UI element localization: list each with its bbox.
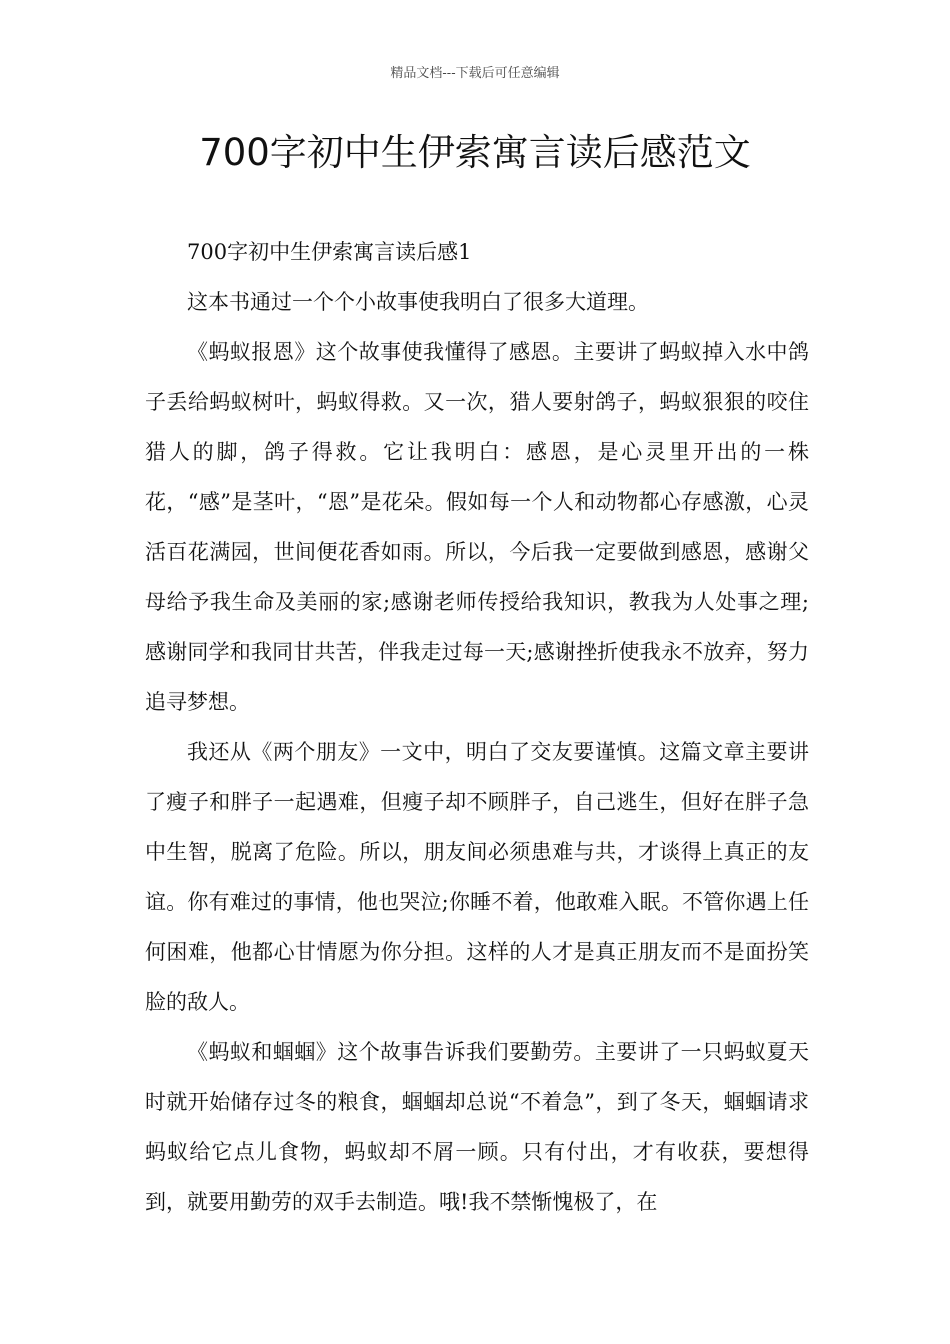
- paragraph: 《蚂蚁和蝈蝈》这个故事告诉我们要勤劳。主要讲了一只蚂蚁夏天时就开始储存过冬的粮食，蝈蝈却总说“不着急”，到了冬天，蝈蝈请求蚂蚁给它点儿食物，蚂蚁却不屑一顾。只有付出，才有收获，要想得到，就要用勤劳的双手去制造。哦!我不禁惭愧极了，在: [145, 1040, 809, 1214]
- paragraph: 《蚂蚁报恩》这个故事使我懂得了感恩。主要讲了蚂蚁掉入水中鸽子丢给蚂蚁树叶，蚂蚁得救。又一次，猎人要射鸽子，蚂蚁狠狠的咬住猎人的脚，鸽子得救。它让我明白：感恩，是心灵里开出的一株花，“感”是茎叶，“恩”是花朵。假如每一个人和动物都心存感激，心灵活百花满园，世间便花香如雨。所以，今后我一定要做到感恩，感谢父母给予我生命及美丽的家;感谢老师传授给我知识，教我为人处事之理;感谢同学和我同甘共苦，伴我走过每一天;感谢挫折使我永不放弃，努力追寻梦想。: [145, 340, 809, 714]
- document-body: [145, 227, 809, 1227]
- header-note: 精品文档---下载后可任意编辑: [390, 66, 560, 81]
- paragraph: 这本书通过一个个小故事使我明白了很多大道理。: [187, 290, 649, 314]
- document-title: 700字初中生伊索寓言读后感范文: [199, 131, 751, 174]
- section-heading: 700字初中生伊索寓言读后感1: [187, 240, 472, 264]
- paragraph: 我还从《两个朋友》一文中，明白了交友要谨慎。这篇文章主要讲了瘦子和胖子一起遇难，但瘦子却不顾胖子，自己逃生，但好在胖子急中生智，脱离了危险。所以，朋友间必须患难与共，才谈得上真正的友谊。你有难过的事情，他也哭泣;你睡不着，他敢难入眠。不管你遇上任何困难，他都心甘情愿为你分担。这样的人才是真正朋友而不是面扮笑脸的敌人。: [145, 740, 809, 1014]
